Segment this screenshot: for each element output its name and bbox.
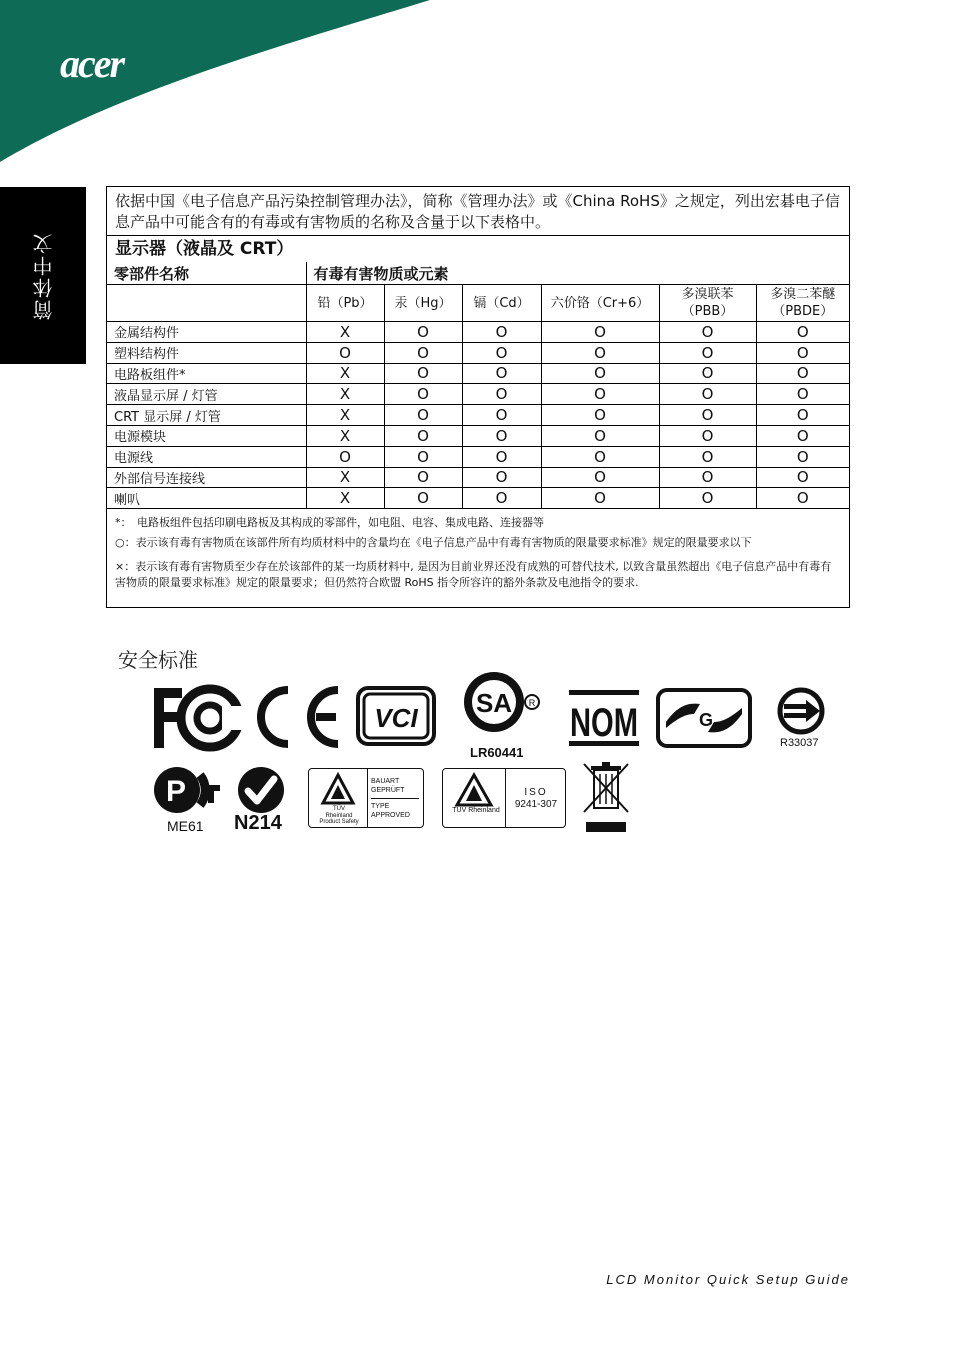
language-tab-label: 简体中文 (31, 231, 56, 320)
substance-value-cell: O (541, 322, 659, 343)
substance-value-cell: X (306, 488, 384, 509)
part-name-cell: CRT 显示屏 / 灯管 (107, 405, 306, 426)
bsmi-code: R33037 (780, 737, 819, 749)
col-part-header: 零部件名称 (107, 262, 306, 285)
tuv-text: TÜV (333, 806, 345, 812)
substance-value-cell: O (462, 488, 541, 509)
table-row (107, 405, 849, 426)
substance-value-cell: O (541, 446, 659, 467)
substance-value-cell: O (659, 384, 756, 405)
vcci-text: VCI (374, 703, 418, 733)
safety-title: 安全标准 (118, 648, 198, 672)
tuv-iso-logo (442, 768, 566, 828)
substance-value-cell: O (756, 384, 849, 405)
type-text: TYPE (371, 803, 390, 810)
substance-value-cell: O (384, 446, 462, 467)
substance-value-cell: O (659, 467, 756, 488)
table-row (107, 467, 849, 488)
part-name-cell: 液晶显示屏 / 灯管 (107, 384, 306, 405)
footer-guide-title: LCD Monitor Quick Setup Guide (606, 1272, 850, 1287)
part-name-cell: 电源线 (107, 446, 306, 467)
tuv-triangle-icon (455, 773, 493, 807)
svg-text:R: R (528, 698, 536, 708)
product-safety-text: Product Safety (319, 819, 359, 825)
substance-header: 六价铬（Cr+6） (541, 285, 659, 322)
c-tick-logo (236, 765, 286, 815)
table-row (107, 384, 849, 405)
substance-value-cell: O (756, 488, 849, 509)
substance-header: 汞（Hg） (384, 285, 462, 322)
substance-value-cell: O (306, 446, 384, 467)
substance-value-cell: X (306, 467, 384, 488)
c-tick-code: N214 (234, 812, 282, 834)
table-row (107, 322, 849, 343)
substance-value-cell: X (306, 384, 384, 405)
substance-value-cell: O (462, 363, 541, 384)
note-star: *： 电路板组件包括印刷电路板及其构成的零部件，如电阻、电容、集成电路、连接器等 (115, 516, 544, 529)
nom-logo (569, 690, 639, 746)
tuv-triangle-icon (321, 773, 355, 805)
substance-value-cell: O (659, 363, 756, 384)
substance-value-cell: O (384, 425, 462, 446)
substance-value-cell: O (462, 384, 541, 405)
weee-bin-icon (580, 760, 632, 834)
bauart-text: BAUART (371, 778, 400, 785)
part-name-cell: 金属结构件 (107, 322, 306, 343)
substance-value-cell: X (306, 425, 384, 446)
part-name-cell: 塑料结构件 (107, 342, 306, 363)
vcci-logo (356, 686, 436, 746)
substance-value-cell: O (541, 467, 659, 488)
substance-value-cell: O (659, 488, 756, 509)
rohs-disclosure (106, 186, 850, 608)
substance-value-cell: O (384, 467, 462, 488)
substance-value-cell: O (462, 342, 541, 363)
note-x: ×：表示该有毒有害物质至少存在於该部件的某一均质材料中, 是因为目前业界还没有成熟的可替代技术, 以致含量虽然超出《电子信息产品中有毒有害物质的限量要求标准》规定的限量要求；但仍然符合欧盟 RoHS 指令所容许的豁外条款及电池指令的要求. (115, 560, 832, 589)
substance-header: 镉（Cd） (462, 285, 541, 322)
language-tab (0, 187, 86, 364)
rohs-intro: 依据中国《电子信息产品污染控制管理办法》，简称《管理办法》或《China RoHS》之规定，列出宏碁电子信息产品中可能含有的有毒或有害物质的名称及含量于以下表格中。 (115, 192, 840, 231)
substance-value-cell: O (462, 322, 541, 343)
substance-header: 多溴二苯醚（PBDE） (756, 285, 849, 322)
iso-number-text: 9241-307 (514, 799, 558, 810)
substance-value-cell: O (384, 322, 462, 343)
substance-value-cell: O (384, 384, 462, 405)
section-title: 显示器（液晶及 CRT） (107, 235, 849, 262)
tuv-rheinland-text: TÜV Rheinland (452, 807, 500, 814)
substance-value-cell: O (756, 363, 849, 384)
svg-text:P: P (165, 775, 187, 808)
substance-value-cell: O (659, 446, 756, 467)
note-o: ○：表示该有毒有害物质在该部件所有均质材料中的含量均在《电子信息产品中有毒有害物质的限量要求标准》规定的限量要求以下 (115, 536, 752, 549)
substance-value-cell: O (462, 446, 541, 467)
substance-value-cell: O (541, 363, 659, 384)
geprueft-text: GEPRÜFT (371, 787, 405, 794)
g-mark-logo (656, 688, 752, 748)
fcc-logo (152, 686, 242, 750)
substance-value-cell: O (384, 488, 462, 509)
part-name-cell: 外部信号连接线 (107, 467, 306, 488)
ce-mark-logo (256, 686, 344, 748)
svg-text:SA: SA (475, 688, 513, 718)
substance-value-cell: O (306, 342, 384, 363)
header-wave (0, 0, 954, 170)
rohs-notes (115, 515, 841, 595)
g-mark-text: G (698, 710, 714, 730)
table-row (107, 446, 849, 467)
substance-header: 铅（Pb） (306, 285, 384, 322)
csa-code: LR60441 (470, 745, 524, 760)
substance-value-cell: X (306, 405, 384, 426)
substance-value-cell: O (659, 342, 756, 363)
substance-header: 多溴联苯（PBB） (659, 285, 756, 322)
substance-value-cell: O (541, 488, 659, 509)
substance-value-cell: X (306, 363, 384, 384)
substance-value-cell: O (659, 405, 756, 426)
tuv-bauart-logo (308, 768, 424, 828)
substance-value-cell: O (541, 342, 659, 363)
table-row (107, 425, 849, 446)
substance-value-cell: O (462, 425, 541, 446)
hazardous-substance-table (107, 262, 849, 509)
substance-value-cell: O (541, 425, 659, 446)
substance-value-cell: O (462, 467, 541, 488)
pct-code: ME61 (167, 818, 204, 834)
substance-value-cell: O (756, 342, 849, 363)
substance-value-cell: O (541, 405, 659, 426)
substance-value-cell: O (659, 425, 756, 446)
substance-value-cell: O (462, 405, 541, 426)
substance-value-cell: O (756, 322, 849, 343)
substance-value-cell: O (756, 467, 849, 488)
substance-value-cell: O (541, 384, 659, 405)
rheinland-text: Rheinland (325, 812, 353, 819)
substance-value-cell: O (384, 363, 462, 384)
csa-logo (462, 668, 542, 740)
nom-text: NOM (570, 701, 638, 745)
pct-logo (152, 765, 222, 815)
substance-value-cell: O (384, 342, 462, 363)
substance-value-cell: O (384, 405, 462, 426)
col-substances-header: 有毒有害物质或元素 (306, 262, 849, 285)
acer-logo: acer (60, 41, 124, 86)
part-name-cell: 电源模块 (107, 425, 306, 446)
approved-text: APPROVED (371, 812, 410, 819)
table-row (107, 342, 849, 363)
table-row (107, 488, 849, 509)
part-name-cell: 电路板组件* (107, 363, 306, 384)
bsmi-logo (776, 686, 826, 736)
substance-value-cell: X (306, 322, 384, 343)
blank-header (107, 285, 306, 322)
table-row (107, 363, 849, 384)
substance-value-cell: O (659, 322, 756, 343)
part-name-cell: 喇叭 (107, 488, 306, 509)
substance-value-cell: O (756, 405, 849, 426)
substance-value-cell: O (756, 446, 849, 467)
iso-text: ISO (524, 787, 548, 798)
substance-value-cell: O (756, 425, 849, 446)
